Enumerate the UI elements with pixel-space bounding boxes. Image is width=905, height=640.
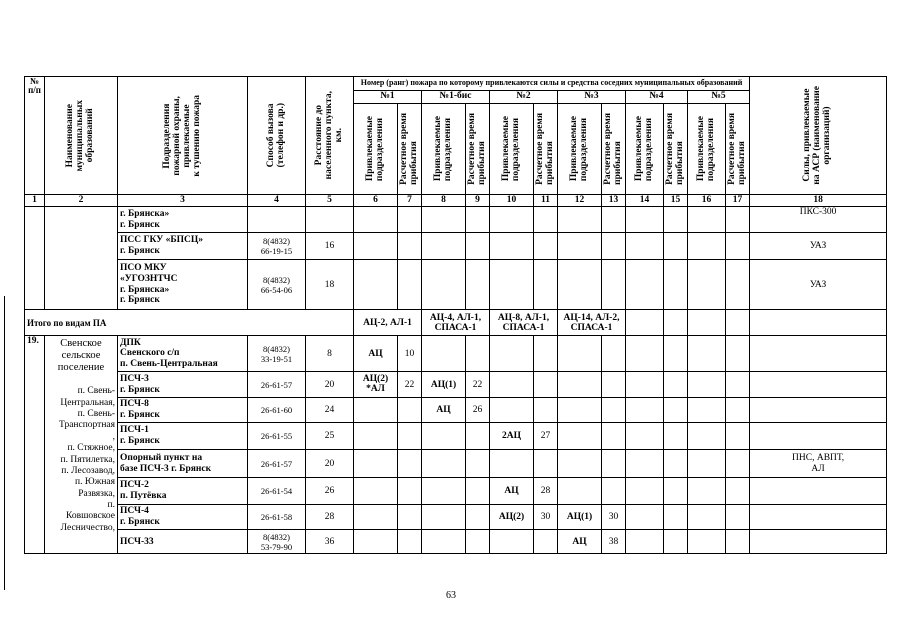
sub-units-6 [688, 104, 726, 195]
distance-cell [306, 207, 354, 233]
call-cell: 26-61-57 [248, 450, 306, 478]
table-row [25, 398, 887, 423]
call-cell: 8(4832) 33-19-51 [248, 336, 306, 372]
distance-cell: 25 [306, 423, 354, 450]
value-cell: 30 [534, 505, 558, 530]
unit-cell: ПСЧ-4 г. Брянск [118, 505, 248, 530]
header-call-cell [248, 77, 306, 195]
cell-empty [25, 207, 45, 310]
totals-rank-3: АЦ-14, АЛ-2, СПАСА-1 [558, 310, 626, 336]
sub-time-label: Расчетное время прибытия [467, 113, 487, 185]
value-cell [490, 450, 534, 478]
value-cell [466, 336, 490, 372]
sub-time-6 [726, 104, 750, 195]
col-number: 7 [398, 195, 422, 207]
sub-units-4 [558, 104, 602, 195]
value-cell [354, 398, 398, 423]
totals-rank-2: АЦ-8, АЛ-1, СПАСА-1 [490, 310, 558, 336]
header-rank-group: Номер (ранг) пожара по которому привлекаются силы и средства соседних муниципальных образований [354, 77, 750, 91]
value-cell [558, 423, 602, 450]
call-cell: 26-61-60 [248, 398, 306, 423]
value-cell [398, 398, 422, 423]
table-row [25, 450, 887, 478]
rank-5: №5 [688, 91, 750, 104]
call-cell: 8(4832) 66-54-06 [248, 260, 306, 310]
col-number: 12 [558, 195, 602, 207]
col-number: 2 [45, 195, 118, 207]
value-cell [354, 423, 398, 450]
value-cell [354, 530, 398, 554]
header-forces-cell [750, 77, 887, 195]
value-cell [490, 398, 534, 423]
call-cell [248, 207, 306, 233]
sub-units-3 [490, 104, 534, 195]
distance-cell: 8 [306, 336, 354, 372]
forces-cell [750, 336, 887, 372]
page-number: 63 [446, 590, 456, 601]
unit-cell: Опорный пункт на базе ПСЧ-3 г. Брянск [118, 450, 248, 478]
value-cell [602, 478, 626, 505]
header-call: Способ вызова (телефон и др.) [265, 103, 286, 168]
section-number: 19. [25, 336, 45, 554]
call-cell: 8(4832) 53-79-90 [248, 530, 306, 554]
col-number: 4 [248, 195, 306, 207]
sub-units-label: Привлекаемые подразделения [500, 116, 521, 182]
sub-time-label: Расчетное время прибытия [727, 113, 747, 185]
unit-cell: ПСЧ-33 [118, 530, 248, 554]
totals-rank-1: АЦ-2, АЛ-1 [354, 310, 422, 336]
sub-units-label: Привлекаемые подразделения [364, 116, 385, 182]
col-number: 5 [306, 195, 354, 207]
value-cell [422, 423, 466, 450]
forces-cell [750, 505, 887, 530]
value-cell [534, 530, 558, 554]
table-row [25, 478, 887, 505]
sub-time-label: Расчетное время прибытия [399, 113, 419, 185]
call-cell: 26-61-55 [248, 423, 306, 450]
table-row [25, 233, 887, 260]
col-number: 11 [534, 195, 558, 207]
scan-margin-line [4, 296, 5, 590]
unit-cell: ДПК Свенского с/п п. Свень-Центральная [118, 336, 248, 372]
value-cell [466, 423, 490, 450]
col-number: 8 [422, 195, 466, 207]
unit-cell: ПСЧ-3 г. Брянск [118, 372, 248, 398]
value-cell: 22 [398, 372, 422, 398]
value-cell [602, 450, 626, 478]
totals-label: Итого по видам ПА [25, 310, 354, 336]
forces-cell: УАЗ [750, 233, 887, 260]
value-cell [398, 478, 422, 505]
cell-empty [45, 207, 118, 310]
value-cell [558, 336, 602, 372]
col-number: 13 [602, 195, 626, 207]
section-places: п. Свень- Центральная, п. Свень- Транспортная , п. Стяжное, п. Пятилетка, п. Лесозавод, п. Южная Развязка, п. Ковшовское Лесничество, [59, 386, 115, 533]
value-cell [490, 372, 534, 398]
distance-cell: 24 [306, 398, 354, 423]
unit-cell: ПСС ГКУ «БПСЦ» г. Брянск [118, 233, 248, 260]
value-cell: 27 [534, 423, 558, 450]
header-distance-cell [306, 77, 354, 195]
table-row [25, 372, 887, 398]
sub-time-label: Расчетное время прибытия [665, 113, 685, 185]
value-cell [534, 398, 558, 423]
header-name: Наименование муниципальных образований [65, 99, 95, 172]
sub-units-5 [626, 104, 664, 195]
distance-cell: 26 [306, 478, 354, 505]
value-cell [398, 423, 422, 450]
section-name-cell [45, 336, 118, 554]
value-cell: АЦ [354, 336, 398, 372]
rank-1: №1 [354, 91, 422, 104]
value-cell [422, 450, 466, 478]
value-cell [422, 336, 466, 372]
value-cell [558, 478, 602, 505]
header-name-cell [45, 77, 118, 195]
value-cell: 2АЦ [490, 423, 534, 450]
header-units: Подразделения пожарной охраны, привлекаемые к тушению пожара [161, 94, 202, 177]
section-name: Свенское сельское поселение [57, 338, 105, 374]
value-cell [466, 450, 490, 478]
unit-cell: ПСЧ-1 г. Брянск [118, 423, 248, 450]
value-cell [534, 336, 558, 372]
header-num-cell [25, 77, 45, 195]
unit-cell: ПСЧ-2 п. Путёвка [118, 478, 248, 505]
value-cell [422, 530, 466, 554]
call-cell: 26-61-57 [248, 372, 306, 398]
table-row [25, 530, 887, 554]
sub-time-label: Расчетное время прибытия [603, 113, 623, 185]
value-cell [354, 478, 398, 505]
header-forces: Силы, привлекаемые на АСР (наименование организаций) [802, 86, 833, 185]
value-cell [602, 372, 626, 398]
rank-4: №4 [626, 91, 688, 104]
sub-time-label: Расчетное время прибытия [535, 113, 555, 185]
sub-units-2 [422, 104, 466, 195]
totals-row [25, 310, 887, 336]
col-number: 14 [626, 195, 664, 207]
distance-cell: 20 [306, 450, 354, 478]
sub-time-4 [602, 104, 626, 195]
sub-units-label: Привлекаемые подразделения [568, 116, 589, 182]
value-cell [466, 505, 490, 530]
totals-rank-1bis: АЦ-4, АЛ-1, СПАСА-1 [422, 310, 490, 336]
call-cell: 26-61-58 [248, 505, 306, 530]
value-cell: 10 [398, 336, 422, 372]
col-number: 1 [25, 195, 45, 207]
rank-1bis: №1-бис [422, 91, 490, 104]
table-row [25, 505, 887, 530]
value-cell [602, 398, 626, 423]
forces-cell [750, 423, 887, 450]
forces-cell: ПНС, АВПТ, АЛ [750, 450, 887, 478]
sub-time-3 [534, 104, 558, 195]
distance-cell: 16 [306, 233, 354, 260]
forces-cell [750, 398, 887, 423]
value-cell [422, 505, 466, 530]
distance-cell: 28 [306, 505, 354, 530]
value-cell [534, 450, 558, 478]
value-cell [490, 336, 534, 372]
sub-units-label: Привлекаемые подразделения [432, 116, 453, 182]
col-number: 9 [466, 195, 490, 207]
value-cell: 26 [466, 398, 490, 423]
distance-cell: 18 [306, 260, 354, 310]
col-number: 3 [118, 195, 248, 207]
value-cell [466, 530, 490, 554]
value-cell [398, 450, 422, 478]
value-cell: АЦ [422, 398, 466, 423]
sub-units-label: Привлекаемые подразделения [695, 116, 716, 182]
value-cell: АЦ(1) [422, 372, 466, 398]
value-cell: АЦ [490, 478, 534, 505]
table-row [25, 423, 887, 450]
distance-cell: 20 [306, 372, 354, 398]
value-cell [398, 530, 422, 554]
value-cell [466, 478, 490, 505]
sub-time-5 [664, 104, 688, 195]
sub-time-2 [466, 104, 490, 195]
col-number: 17 [726, 195, 750, 207]
sub-units-label: Привлекаемые подразделения [633, 116, 654, 182]
value-cell [558, 372, 602, 398]
value-cell [422, 478, 466, 505]
value-cell [558, 450, 602, 478]
value-cell: АЦ(2) *АЛ [354, 372, 398, 398]
sub-time-1 [398, 104, 422, 195]
distance-cell: 36 [306, 530, 354, 554]
table-row [25, 336, 887, 372]
rank-2: №2 [490, 91, 558, 104]
column-number-row [25, 195, 887, 207]
value-cell: АЦ(1) [558, 505, 602, 530]
col-number: 18 [750, 195, 887, 207]
col-number: 15 [664, 195, 688, 207]
value-cell [490, 530, 534, 554]
unit-cell: ПСО МКУ «УГОЗНТЧС г. Брянска» г. Брянск [118, 260, 248, 310]
forces-cell [750, 530, 887, 554]
value-cell: АЦ [558, 530, 602, 554]
call-cell: 8(4832) 66-19-15 [248, 233, 306, 260]
table-row [25, 260, 887, 310]
header-distance: Расстояние до населенного пункта, км. [313, 91, 344, 180]
col-number: 10 [490, 195, 534, 207]
header-num: № п/п [28, 76, 41, 96]
value-cell [602, 336, 626, 372]
forces-cell: ПКС-300 [750, 207, 887, 233]
value-cell [602, 423, 626, 450]
value-cell [398, 505, 422, 530]
unit-cell: ПСЧ-8 г. Брянск [118, 398, 248, 423]
forces-cell: УАЗ [750, 260, 887, 310]
sub-units-1 [354, 104, 398, 195]
col-number: 6 [354, 195, 398, 207]
fire-response-table [24, 76, 887, 554]
rank-3: №3 [558, 91, 626, 104]
header-units-cell [118, 77, 248, 195]
value-cell: 30 [602, 505, 626, 530]
table-row [25, 207, 887, 233]
col-number: 16 [688, 195, 726, 207]
forces-cell [750, 478, 887, 505]
value-cell: 38 [602, 530, 626, 554]
unit-cell: г. Брянска» г. Брянск [118, 207, 248, 233]
value-cell: АЦ(2) [490, 505, 534, 530]
value-cell [558, 398, 602, 423]
call-cell: 26-61-54 [248, 478, 306, 505]
value-cell [354, 505, 398, 530]
value-cell: 28 [534, 478, 558, 505]
value-cell: 22 [466, 372, 490, 398]
value-cell [534, 372, 558, 398]
forces-cell [750, 372, 887, 398]
value-cell [354, 450, 398, 478]
